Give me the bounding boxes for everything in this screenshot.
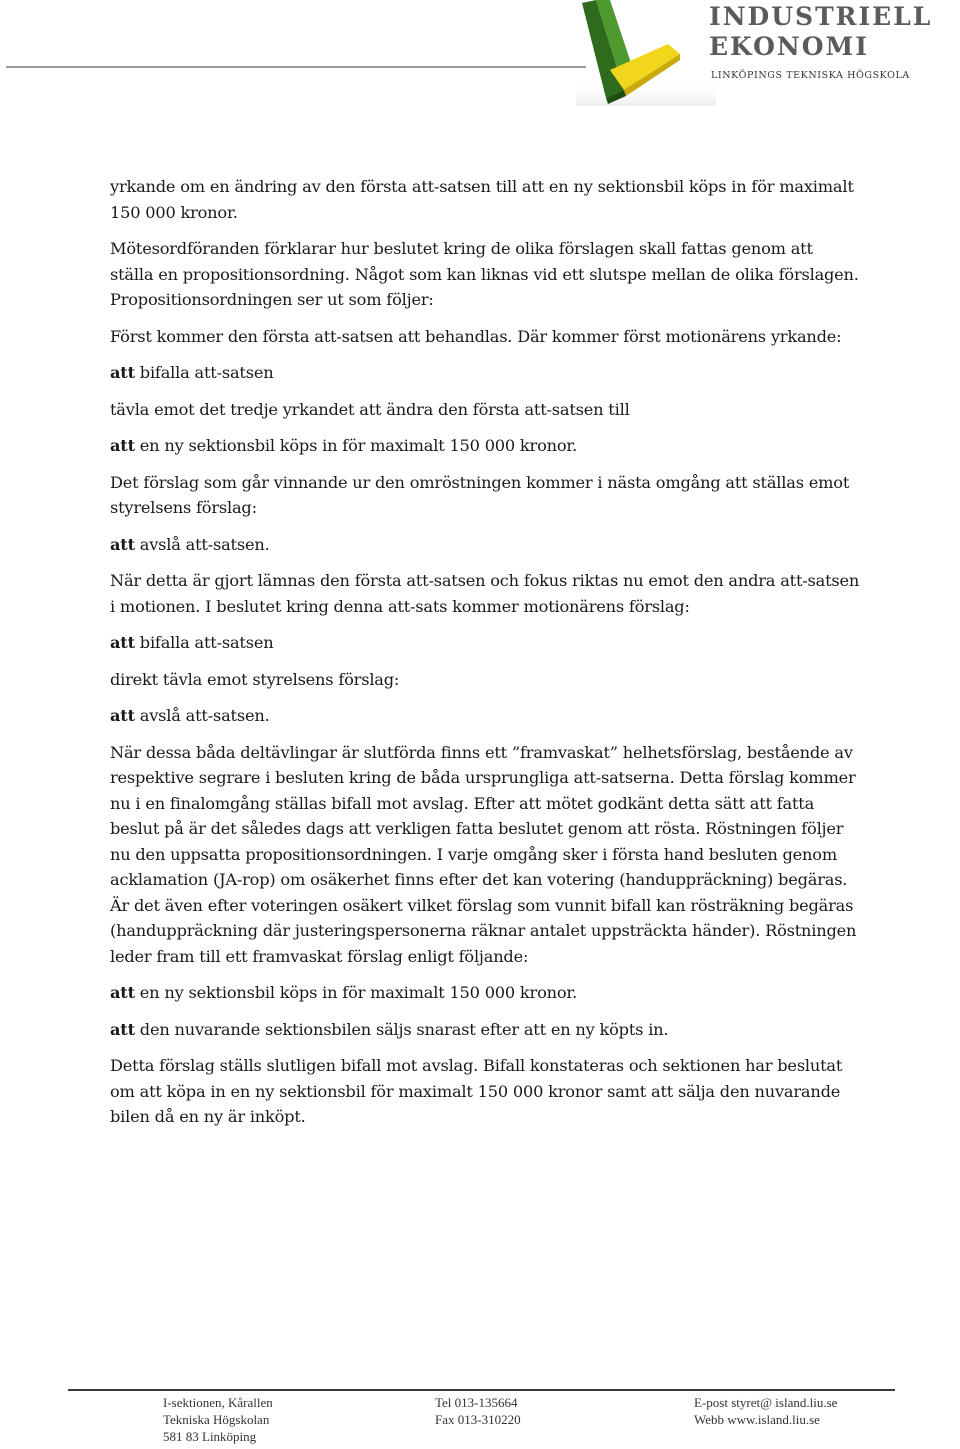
clause-text: bifalla att-satsen — [134, 633, 274, 652]
header-rule — [6, 66, 586, 68]
footer-web[interactable]: Webb www.island.liu.se — [694, 1412, 820, 1427]
footer-phone — [435, 1394, 521, 1428]
clause-text: avslå att-satsen. — [134, 706, 270, 725]
att-clause — [110, 433, 860, 459]
footer-contact — [694, 1394, 837, 1428]
paragraph: direkt tävla emot styrelsens förslag: — [110, 669, 400, 689]
paragraph: Detta förslag ställs slutligen bifall mot avslag. Bifall konstateras och sektionen har beslutat om att köpa in en ny sektionsbil för maximalt 150 000 kronor samt att sälja den nuvarande bilen då en ny är inköpt. — [110, 1056, 843, 1126]
footer-line: Tekniska Högskolan — [163, 1412, 270, 1427]
footer-line: 581 83 Linköping — [163, 1429, 257, 1444]
clause-text: en ny sektionsbil köps in för maximalt 150 000 kronor. — [134, 436, 578, 455]
footer-line: I-sektionen, Kårallen — [163, 1395, 273, 1410]
paragraph: Först kommer den första att-satsen att behandlas. Där kommer först motionärens yrkande: — [110, 326, 842, 346]
logo-subtitle: LINKÖPINGS TEKNISKA HÖGSKOLA — [711, 70, 910, 81]
att-keyword: att — [110, 1019, 135, 1039]
paragraph: Det förslag som går vinnande ur den omröstningen kommer i nästa omgång att ställas emot styrelsens förslag: — [110, 472, 850, 517]
att-clause — [110, 1017, 860, 1043]
footer-email[interactable]: E-post styret@ island.liu.se — [694, 1395, 838, 1410]
att-clause — [110, 703, 860, 729]
att-clause — [110, 980, 860, 1006]
att-keyword: att — [110, 983, 135, 1002]
paragraph: När detta är gjort lämnas den första att-satsen och fokus riktas nu emot den andra att-satsen i motionen. I beslutet kring denna att-sats kommer motionärens förslag: — [110, 571, 860, 616]
logo-mark-icon — [576, 0, 716, 106]
clause-text: bifalla att-satsen — [134, 363, 274, 382]
paragraph: tävla emot det tredje yrkandet att ändra den första att-satsen till — [110, 399, 630, 419]
att-clause — [110, 532, 860, 558]
att-keyword: att — [110, 436, 135, 455]
footer-line: Tel 013-135664 — [435, 1395, 518, 1410]
att-keyword: att — [110, 706, 135, 725]
footer-line: Fax 013-310220 — [435, 1412, 521, 1427]
footer-rule — [68, 1389, 895, 1391]
att-clause — [110, 630, 860, 656]
att-clause — [110, 360, 860, 386]
clause-text: en ny sektionsbil köps in för maximalt 150 000 kronor. — [134, 983, 578, 1002]
logo-title-line1: INDUSTRIELL — [709, 2, 933, 31]
footer-address — [163, 1394, 273, 1445]
att-keyword: att — [110, 534, 135, 554]
att-keyword: att — [110, 633, 135, 652]
paragraph: När dessa båda deltävlingar är slutförda finns ett ”framvaskat” helhetsförslag, bestående av respektive segrare i besluten kring de båda ursprungliga att-satserna. Detta förslag kommer nu i en finalomgång ställas bifall mot avslag. Efter att mötet godkänt detta sätt att fatta beslut på är det således dags att verkligen fatta beslutet genom att rösta. Röstningen följer nu den uppsatta propositionsordningen. I varje omgång sker i första hand besluten genom acklamation (JA-rop) om osäkerhet finns efter det kan votering (handuppräckning) begäras. Är det även efter voteringen osäkert vilket förslag som vunnit bifall kan rösträkning begäras (handuppräckning där justeringspersonerna räknar antalet uppsträckta händer). Röstningen leder fram till ett framvaskat förslag enligt följande: — [110, 742, 857, 966]
att-keyword: att — [110, 363, 135, 382]
logo-title-line2: EKONOMI — [709, 32, 869, 61]
clause-text: avslå att-satsen. — [134, 534, 270, 554]
paragraph: yrkande om en ändring av den första att-satsen till att en ny sektionsbil köps in för maximalt 150 000 kronor. — [110, 177, 854, 222]
paragraph: Mötesordföranden förklarar hur beslutet kring de olika förslagen skall fattas genom att ställa en propositionsordning. Något som kan liknas vid ett slutspe mellan de olika förslagen. Propositionsordningen ser ut som följer: — [110, 239, 859, 309]
document-body — [110, 174, 860, 1130]
clause-text: den nuvarande sektionsbilen säljs snarast efter att en ny köpts in. — [134, 1019, 669, 1039]
